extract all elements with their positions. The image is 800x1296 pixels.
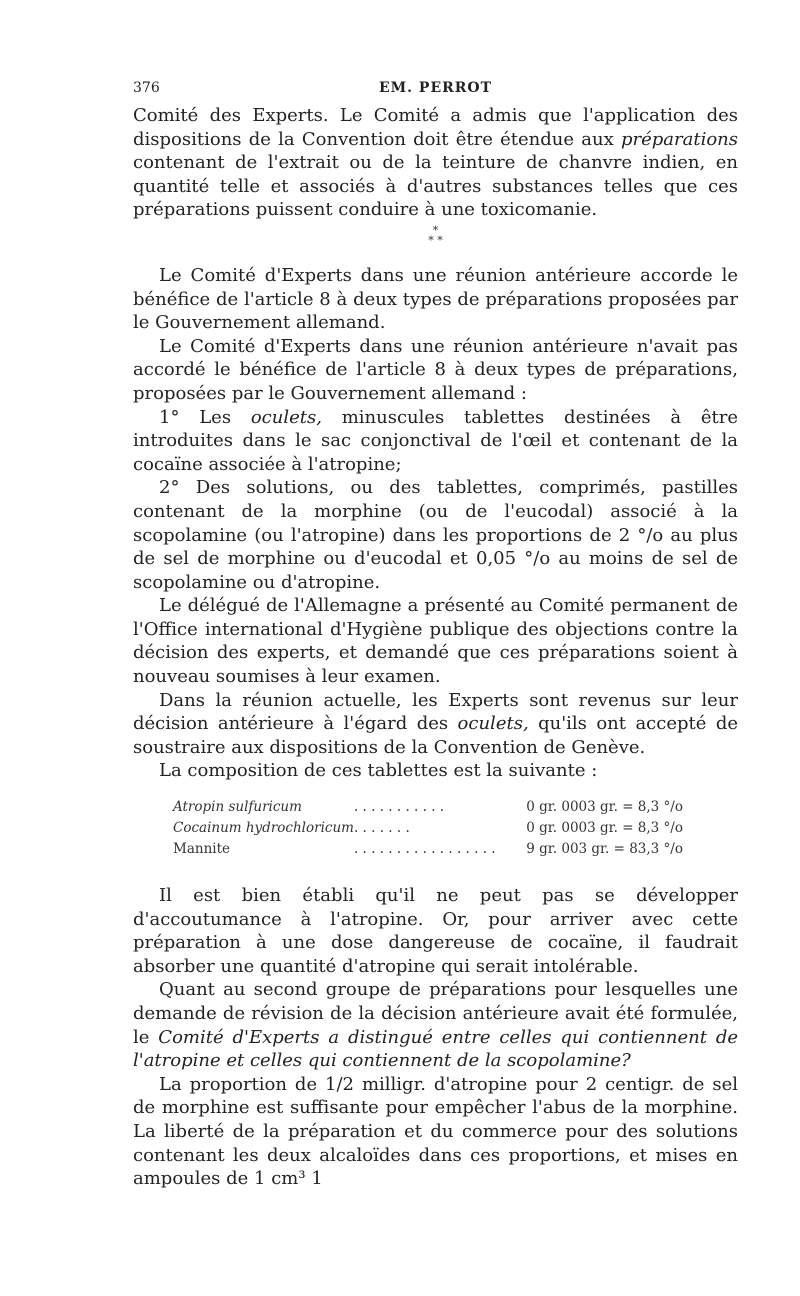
dot-leader: . . . . . . . . . . . . . . . . . (353, 841, 496, 858)
running-head: EM. PERROT (379, 80, 492, 96)
paragraph-7-italic: oculets, (457, 713, 529, 735)
paragraph-7 (133, 689, 738, 760)
paragraph-1-text-end: contenant de l'extrait ou de la teinture de chanvre indien, en quantité telle et associés à d'autres substances telles que ces préparations puissent conduire à une toxicomanie. (133, 152, 738, 221)
paragraph-1 (133, 104, 738, 222)
ingredient-amount: 0 gr. 0003 gr. = 8,3 °/o (526, 799, 683, 816)
paragraph-10-text: Quant au second groupe de préparations pour lesquelles une demande de révision de la décision antérieure avait été formulée, le (133, 979, 738, 1048)
paragraph-9: Il est bien établi qu'il ne peut pas se développer d'accoutumance à l'atropine. Or, pour arriver avec cette préparation à une dose dangereuse de cocaïne, il faudrait absorber une quantité d'atropine qui serait intolérable. (133, 885, 738, 977)
table-row (173, 818, 683, 839)
paragraph-7-text-end: qu'ils ont accepté de soustraire aux dispositions de la Convention de Genève. (133, 713, 738, 758)
paragraph-4-text: 1° Les (159, 406, 251, 428)
paragraph-4-text-end: minuscules tablettes destinées à être introduites dans le sac conjonctival de l'œil et contenant de la cocaïne associée à l'atropine; (133, 406, 738, 475)
paragraph-8: La composition de ces tablettes est la suivante : (159, 760, 598, 782)
paragraph-2: Le Comité d'Experts dans une réunion antérieure accorde le bénéfice de l'article 8 à deux types de préparations proposées par le Gouvernement allemand. (133, 264, 738, 334)
ingredient-name: Atropin sulfuricum (173, 799, 302, 816)
paragraph-1-text: Comité des Experts. Le Comité a admis que l'application des dispositions de la Convention doit être étendue aux (133, 105, 738, 150)
ingredient-amount: 0 gr. 0003 gr. = 8,3 °/o (526, 820, 683, 837)
ingredient-name: Cocainum hydrochloricum (173, 820, 354, 837)
composition-table (173, 797, 683, 860)
book-page (133, 74, 738, 1191)
asterism-bottom: * * (428, 233, 443, 247)
page-number: 376 (133, 80, 160, 96)
asterism (133, 223, 738, 247)
ingredient-name: Mannite (173, 841, 230, 858)
paragraph-10-italic: Comité d'Experts a distingué entre celles qui contiennent de l'atropine et celles qui contiennent de la scopolamine? (133, 1026, 738, 1072)
paragraph-7-text: Dans la réunion actuelle, les Experts sont revenus sur leur décision antérieure à l'égard des (133, 689, 738, 735)
dot-leader: . . . . . . . (353, 820, 410, 837)
dot-leader: . . . . . . . . . . . (353, 799, 445, 816)
table-row (173, 797, 683, 818)
ingredient-amount: 9 gr. 003 gr. = 83,3 °/o (526, 841, 683, 858)
page-header (133, 74, 738, 104)
paragraph-4 (133, 406, 738, 477)
paragraph-10 (133, 978, 738, 1072)
paragraph-6: Le délégué de l'Allemagne a présenté au Comité permanent de l'Office international d'Hygiène publique des objections contre la décision des experts, et demandé que ces préparations soient à nouveau soumises à leur examen. (133, 595, 738, 688)
paragraph-11: La proportion de 1/2 milligr. d'atropine pour 2 centigr. de sel de morphine est suffisante pour empêcher l'abus de la morphine. La liberté de la préparation et du commerce pour des solutions contenant les deux alcaloïdes dans ces proportions, et mises en ampoules de 1 cm³ 1 (133, 1073, 738, 1190)
paragraph-4-italic: oculets, (250, 406, 322, 428)
paragraph-1-italic: préparations (620, 128, 738, 150)
paragraph-3: Le Comité d'Experts dans une réunion antérieure n'avait pas accordé le bénéfice de l'article 8 à deux types de préparations, proposées par le Gouvernement allemand : (133, 335, 738, 404)
paragraph-5: 2° Des solutions, ou des tablettes, comprimés, pastilles contenant de la morphine (ou de l'eucodal) associé à la scopolamine (ou l'atropine) dans les proportions de 2 °/o au plus de sel de morphine ou d'eucodal et 0,05 °/o au moins de sel de scopolamine ou d'atropine. (133, 477, 738, 593)
table-row (173, 839, 683, 860)
asterism-top: * (432, 223, 439, 237)
